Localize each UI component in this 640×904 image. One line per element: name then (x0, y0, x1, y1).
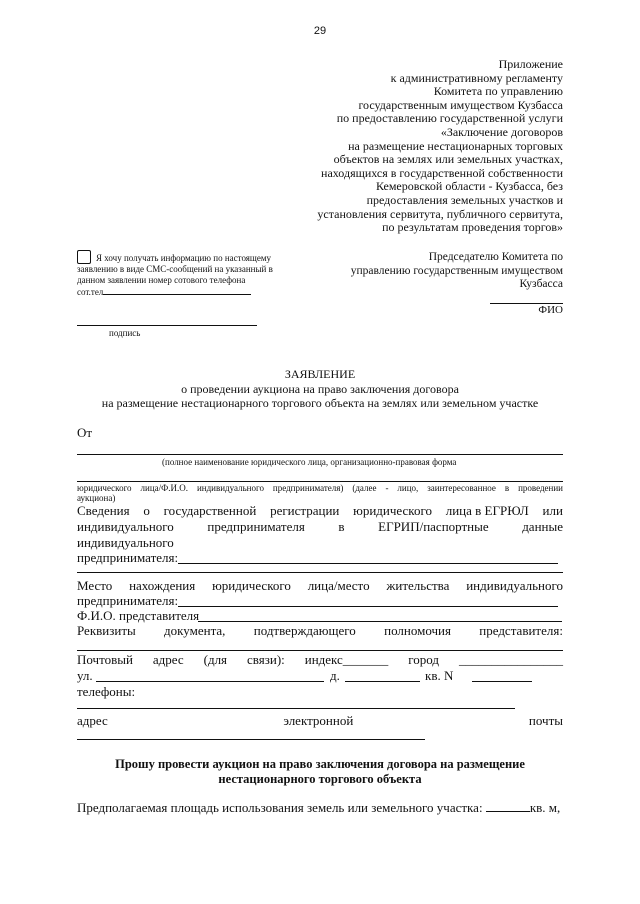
word: Реквизиты (77, 623, 136, 638)
area-input[interactable] (486, 801, 530, 812)
house-label: д. (330, 668, 340, 683)
registration-input-2[interactable] (77, 572, 563, 573)
word: ЕГРИП/паспортные (378, 519, 489, 534)
word: почты (528, 713, 563, 728)
word: жительства (386, 578, 450, 593)
sms-consent (77, 250, 287, 298)
word: связи): (247, 652, 285, 667)
representative-input[interactable] (198, 621, 562, 622)
signature-label: подпись (109, 328, 141, 338)
word: (для (203, 652, 228, 667)
request-heading (0, 757, 640, 787)
word: юридического (353, 503, 432, 518)
word: предпринимателя (207, 519, 305, 534)
from-hint: (полное наименование юридического лица, организационно-правовая форма (162, 457, 457, 467)
house-input[interactable] (345, 681, 420, 682)
phones-label: телефоны: (77, 684, 136, 699)
word: представителя: (479, 623, 563, 638)
appendix-line: по предоставлению государственной услуги (336, 111, 563, 126)
phone-input[interactable] (103, 285, 251, 295)
email-line (77, 713, 563, 729)
from-hint-3: аукциона) (77, 493, 116, 503)
street-label: ул. (77, 668, 93, 683)
addressee-line: управлению государственным имуществом (350, 264, 563, 277)
word: лица в ЕГРЮЛ (445, 503, 529, 518)
signature-line[interactable] (77, 325, 257, 326)
appendix-line: находящихся в государственной собственности (321, 165, 563, 180)
appendix-line: предоставления земельных участков и (366, 192, 563, 207)
documents-input[interactable] (77, 650, 563, 651)
word: подтверждающего (253, 623, 356, 638)
appendix-line: Комитета по управлению (433, 84, 563, 99)
apartment-input[interactable] (472, 681, 532, 682)
word: юридического (212, 578, 291, 593)
apartment-label: кв. N (425, 668, 454, 683)
sms-consent-checkbox[interactable] (77, 250, 91, 264)
word: адрес (152, 652, 184, 667)
word: данные (522, 519, 563, 534)
appendix-header (317, 58, 563, 235)
appendix-line: «Заключение договоров (440, 124, 563, 139)
request-line: Прошу провести аукцион на право заключения договора на размещение (115, 757, 525, 771)
word: лица/место (307, 578, 370, 593)
registration-line-2 (77, 519, 563, 535)
word: государственной (163, 503, 257, 518)
word: Почтовый (77, 652, 133, 667)
word: город (408, 652, 440, 667)
phones-input[interactable] (77, 708, 515, 709)
appendix-line: государственным имуществом Кузбасса (358, 97, 563, 112)
word: индивидуального (466, 578, 563, 593)
area-label: Предполагаемая площадь использования земель или земельного участка: (77, 800, 483, 815)
addressee-line: Кузбасса (519, 278, 563, 290)
sms-consent-text: Я хочу получать информацию по настоящему заявлению в виде СМС-сообщений на указанный в данном заявлении номер сотового телефона (77, 253, 273, 285)
word: регистрации (270, 503, 340, 518)
location-input[interactable] (178, 606, 558, 607)
appendix-line: к административному регламенту (390, 70, 563, 85)
word: документа, (164, 623, 226, 638)
word: электронной (283, 713, 354, 728)
area-unit: кв. м, (529, 800, 561, 815)
word: в (338, 519, 345, 534)
area-line (77, 800, 560, 816)
appendix-line: Приложение (498, 57, 563, 71)
word: индивидуального (77, 519, 174, 534)
appendix-line: Кемеровской области - Кузбасса, без (375, 179, 563, 194)
addressee-line: Председателю Комитета по (428, 251, 563, 263)
title-line: на размещение нестационарного торгового объекта на землях или земельном участке (101, 396, 539, 410)
page-number: 29 (313, 25, 327, 37)
title-main: ЗАЯВЛЕНИЕ (284, 367, 356, 381)
fio-label: ФИО (538, 304, 563, 316)
postal-index-input[interactable]: индекс_______ (304, 652, 389, 667)
email-input[interactable] (77, 739, 425, 740)
phone-label: сот.тел (77, 287, 104, 298)
request-line: нестационарного торгового объекта (218, 772, 422, 786)
addressee (351, 251, 563, 292)
title-line: о проведении аукциона на право заключения договора (181, 381, 459, 396)
from-label: От (77, 425, 93, 440)
word: о (143, 503, 150, 518)
appendix-line: на размещение нестационарных торговых (348, 138, 563, 153)
registration-line-1 (77, 503, 563, 519)
word: Место (77, 578, 113, 593)
registration-label: предпринимателя: (77, 550, 179, 565)
word: нахождения (129, 578, 196, 593)
document-title (0, 367, 640, 411)
representative-label: Ф.И.О. представителя (77, 608, 200, 623)
appendix-line: объектов на землях или земельных участках, (333, 152, 563, 167)
from-input[interactable] (77, 454, 563, 455)
word: полномочия (384, 623, 451, 638)
word: или (542, 503, 563, 518)
registration-input[interactable] (178, 563, 558, 564)
street-input[interactable] (96, 681, 324, 682)
word: Сведения (77, 503, 130, 518)
word: адрес (77, 713, 108, 728)
registration-line-3: индивидуального (77, 535, 174, 550)
location-line-1 (77, 578, 563, 594)
appendix-line: по результатам проведения торгов» (382, 220, 563, 235)
from-hint-2: юридического лица/Ф.И.О. индивидуального предпринимателя) (далее - лицо, заинтересованное в проведении (77, 483, 563, 493)
from-input-2[interactable] (77, 481, 563, 482)
location-label: предпринимателя: (77, 593, 179, 608)
appendix-line: установления сервитута, публичного сервитута, (317, 206, 563, 221)
documents-line (77, 623, 563, 639)
city-input[interactable]: ________________ (458, 652, 563, 667)
postal-line (77, 652, 563, 668)
